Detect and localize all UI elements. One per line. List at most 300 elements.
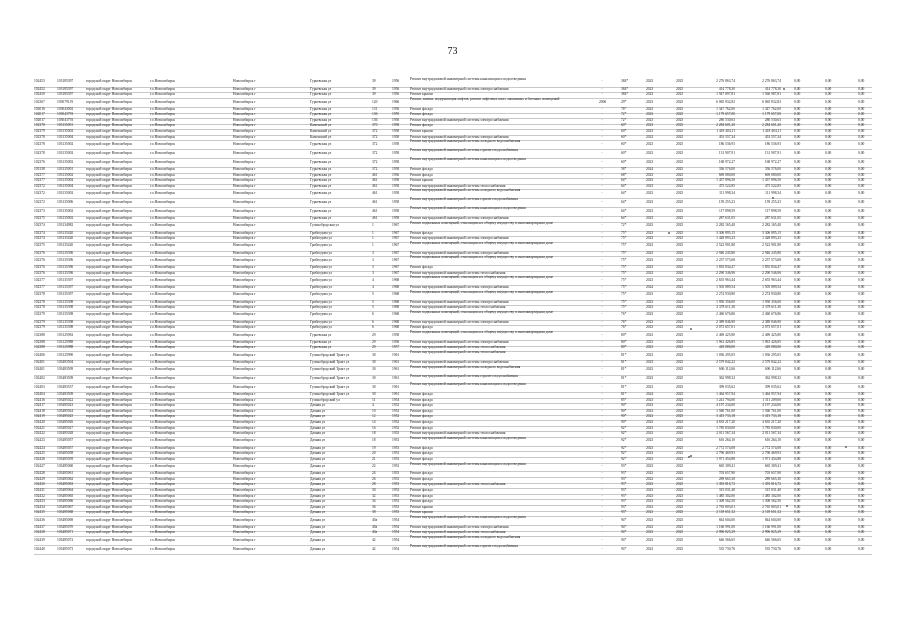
budget-b: 0,00 bbox=[825, 471, 832, 476]
city-name: г.о.Новосибирск bbox=[150, 305, 176, 310]
area-value: 93* bbox=[621, 482, 627, 487]
house-number: 24 bbox=[372, 471, 376, 476]
district-name: городской округ Новосибирск bbox=[86, 86, 133, 91]
budget-b: 0,00 bbox=[825, 482, 832, 487]
build-year: 1954 bbox=[392, 537, 400, 542]
build-year: 1968 bbox=[392, 305, 400, 310]
house-code: 103135420 bbox=[57, 230, 74, 235]
settlement-name: Новосибирск г bbox=[233, 367, 256, 372]
total-cost: 117 898,59 bbox=[718, 208, 735, 213]
street-name: Дачная ул bbox=[310, 464, 326, 469]
total-cost: 2 389 846,90 bbox=[716, 319, 735, 324]
street-name: Грибоедова ул bbox=[310, 305, 332, 310]
fund-cost: 1 308 562,50 bbox=[762, 499, 781, 504]
settlement-name: Новосибирск г bbox=[233, 79, 256, 84]
street-name: Гурьевская ул bbox=[310, 339, 332, 344]
budget-b: 0,00 bbox=[825, 223, 832, 228]
area-value: 94* bbox=[621, 537, 627, 542]
total-cost: 1 785 830,00 bbox=[716, 425, 735, 430]
end-year: 2025 bbox=[676, 86, 684, 91]
budget-c: 0,00 bbox=[858, 265, 865, 270]
area-value: 80* bbox=[621, 345, 627, 350]
budget-a: 0,00 bbox=[794, 123, 801, 128]
budget-b: 0,00 bbox=[825, 299, 832, 304]
street-name: Грибоедова ул bbox=[310, 292, 332, 297]
start-year: 2023 bbox=[646, 117, 654, 122]
house-code: 103135002 bbox=[57, 190, 74, 195]
fund-cost: 2 276 863,74 bbox=[762, 79, 781, 84]
end-year: 2025 bbox=[676, 305, 684, 310]
street-name: Грибоедова ул bbox=[310, 270, 332, 275]
budget-b: 0,00 bbox=[825, 312, 832, 317]
area-value: 81* bbox=[621, 367, 627, 372]
start-year: 2023 bbox=[646, 517, 654, 522]
city-name: г.о.Новосибирск bbox=[150, 172, 176, 177]
street-name: Дачная ул bbox=[310, 456, 326, 461]
start-year: 2023 bbox=[646, 150, 654, 155]
start-year: 2023 bbox=[646, 456, 654, 461]
budget-c: 0,00 bbox=[858, 546, 865, 551]
row-id: 102437 bbox=[34, 524, 45, 529]
street-name: Гусинобродский Тракт ул bbox=[310, 367, 350, 372]
total-cost: 2 522 901,80 bbox=[716, 243, 735, 248]
lift-year: - bbox=[601, 230, 603, 235]
house-code: 103135396 bbox=[57, 257, 74, 262]
budget-c: 0,00 bbox=[858, 352, 865, 357]
district-name: городской округ Новосибирск bbox=[86, 420, 133, 424]
total-cost: 2 579 842,22 bbox=[716, 359, 735, 364]
build-year: 1958 bbox=[392, 332, 400, 337]
fund-cost: 665 309,41 bbox=[764, 464, 781, 469]
start-year: 2023 bbox=[646, 339, 654, 344]
city-name: г.о.Новосибирск bbox=[150, 79, 176, 84]
area-value: 75* bbox=[621, 243, 627, 248]
lift-year: 2006 bbox=[599, 99, 607, 104]
street-name: Каменский ул bbox=[310, 134, 332, 139]
page-number: 73 bbox=[447, 46, 458, 57]
budget-a: 0,00 bbox=[794, 99, 801, 104]
work-type: Ремонт подвальных помещений, относящихся к общему имуществу в многоквартирном доме bbox=[410, 309, 554, 314]
house-code: 103485061 bbox=[57, 471, 74, 476]
start-year: 2023 bbox=[646, 299, 654, 304]
house-number: 6 bbox=[372, 325, 374, 330]
end-year: 2025 bbox=[676, 332, 684, 337]
row-id: 102378 bbox=[34, 134, 45, 139]
row-id: 102017 bbox=[34, 112, 45, 117]
city-name: г.о.Новосибирск bbox=[150, 285, 176, 290]
budget-b: 0,00 bbox=[825, 216, 832, 220]
budget-b: 0,00 bbox=[825, 499, 832, 504]
build-year: 1953 bbox=[392, 471, 400, 476]
street-name: Гурьевская ул bbox=[310, 150, 332, 155]
budget-c: 0,00 bbox=[858, 445, 865, 450]
end-year: 2025 bbox=[676, 438, 684, 443]
house-number: 32 bbox=[372, 493, 376, 498]
budget-c: 0,00 bbox=[858, 208, 865, 213]
settlement-name: Новосибирск г bbox=[233, 504, 256, 509]
budget-b: 0,00 bbox=[825, 476, 832, 481]
lift-year: - bbox=[601, 425, 603, 430]
total-cost: 535 730,76 bbox=[718, 546, 735, 551]
build-year: 1956 bbox=[392, 86, 400, 91]
fund-cost: 1 179 657,00 bbox=[762, 112, 781, 117]
end-year: 2025 bbox=[676, 183, 684, 188]
city-name: г.о.Новосибирск bbox=[150, 199, 176, 204]
total-cost: 1 347 762,00 bbox=[716, 106, 735, 111]
house-code: 103485068 bbox=[57, 510, 74, 515]
city-name: г.о.Новосибирск bbox=[150, 159, 176, 164]
street-name: Гурьевская ул bbox=[310, 183, 332, 188]
house-number: 40а bbox=[372, 517, 378, 522]
area-value: 384* bbox=[621, 79, 629, 84]
area-value: 75* bbox=[621, 305, 627, 310]
total-cost: 186 536,93 bbox=[718, 141, 735, 146]
house-number: 39 bbox=[372, 79, 376, 84]
district-name: городской округ Новосибирск bbox=[86, 456, 133, 461]
row-id: 102401 bbox=[34, 367, 45, 372]
budget-a: 0,00 bbox=[794, 319, 801, 324]
work-type: Ремонт внутридомовой инженерной системы электроснабжения bbox=[410, 285, 509, 290]
total-cost: 703 657,90 bbox=[718, 471, 735, 476]
house-code: 103135002 bbox=[57, 150, 74, 155]
street-name: Гурьевская ул bbox=[310, 141, 332, 146]
end-year: 2025 bbox=[676, 499, 684, 504]
lift-year: - bbox=[601, 456, 603, 461]
build-year: 1961 bbox=[392, 392, 400, 397]
house-code: 103485064 bbox=[57, 488, 74, 492]
start-year: 2024 bbox=[646, 392, 654, 397]
total-cost: 2 796 469,93 bbox=[716, 451, 735, 456]
row-id: 102372 bbox=[34, 199, 45, 204]
fund-cost: 535 730,76 bbox=[764, 546, 781, 551]
work-type: Ремонт крыши bbox=[410, 129, 433, 134]
house-code: 103485071 bbox=[57, 530, 74, 535]
city-name: г.о.Новосибирск bbox=[150, 471, 176, 476]
build-year: 1953 bbox=[392, 504, 400, 509]
district-name: городской округ Новосибирск bbox=[86, 397, 133, 402]
district-name: городской округ Новосибирск bbox=[86, 129, 133, 134]
district-name: городской округ Новосибирск bbox=[86, 134, 133, 139]
work-type: Ремонт внутридомовой инженерной системы теплоснабжения bbox=[410, 530, 506, 535]
budget-a: 0,00 bbox=[794, 112, 801, 117]
total-cost: 4 197 234,00 bbox=[716, 403, 735, 408]
street-name: Гусинобродский Тракт ул bbox=[310, 359, 350, 364]
budget-b: 0,00 bbox=[825, 178, 832, 183]
district-name: городской округ Новосибирск bbox=[86, 159, 133, 164]
fund-cost: 1 505 889,54 bbox=[762, 285, 781, 290]
house-code: 103485024 bbox=[57, 408, 74, 413]
area-value: 93* bbox=[621, 488, 627, 492]
lift-year: - bbox=[601, 367, 603, 372]
work-type: Ремонт внутридомовой инженерной системы теплоснабжения bbox=[410, 183, 506, 188]
budget-a: 0,00 bbox=[794, 292, 801, 297]
district-name: городской округ Новосибирск bbox=[86, 359, 133, 364]
settlement-name: Новосибирск г bbox=[233, 129, 256, 134]
lift-year: - bbox=[601, 375, 603, 380]
settlement-name: Новосибирск г bbox=[233, 277, 256, 282]
house-number: 42 bbox=[372, 546, 376, 551]
lift-year: - bbox=[601, 123, 603, 128]
total-cost: 418 080,00 bbox=[718, 345, 735, 350]
start-year: 2023 bbox=[646, 524, 654, 529]
city-name: г.о.Новосибирск bbox=[150, 123, 176, 128]
settlement-name: Новосибирск г bbox=[233, 312, 256, 317]
row-id: 102433 bbox=[34, 499, 45, 504]
budget-c: 0,00 bbox=[858, 257, 865, 262]
end-year: 2025 bbox=[676, 392, 684, 397]
city-name: г.о.Новосибирск bbox=[150, 332, 176, 337]
house-code: 103485022 bbox=[57, 397, 74, 402]
start-year: 2023 bbox=[646, 319, 654, 324]
budget-b: 0,00 bbox=[825, 208, 832, 213]
budget-a: 0,00 bbox=[794, 312, 801, 317]
work-type: Ремонт внутридомовой инженерной системы электроснабжения bbox=[410, 86, 509, 91]
build-year: 1958 bbox=[392, 190, 400, 195]
house-number: 136 bbox=[372, 117, 378, 122]
fund-cost: 2 996 825,29 bbox=[762, 530, 781, 535]
build-year: 1967 bbox=[392, 257, 400, 262]
district-name: городской округ Новосибирск bbox=[86, 339, 133, 344]
fund-cost: 362 998,32 bbox=[764, 375, 781, 380]
fund-cost: 186 536,93 bbox=[764, 141, 781, 146]
end-year: 2025 bbox=[676, 325, 684, 330]
budget-c: 0,00 bbox=[858, 319, 865, 324]
budget-c: 0,00 bbox=[858, 414, 865, 419]
settlement-name: Новосибирск г bbox=[233, 172, 256, 177]
budget-b: 0,00 bbox=[825, 319, 832, 324]
city-name: г.о.Новосибирск bbox=[150, 292, 176, 297]
house-number: 3 bbox=[372, 250, 374, 255]
start-year: 2023 bbox=[646, 190, 654, 195]
total-cost: 2 282 165,40 bbox=[716, 223, 735, 228]
lift-year: - bbox=[601, 546, 603, 551]
work-type: Ремонт фасада bbox=[410, 230, 433, 235]
budget-b: 0,00 bbox=[825, 92, 832, 97]
fund-cost: 669 080,00 bbox=[764, 172, 781, 177]
fund-cost: 703 657,90 bbox=[764, 471, 781, 476]
district-name: городской округ Новосибирск bbox=[86, 216, 133, 220]
build-year: 1967 bbox=[392, 243, 400, 248]
house-code: 103485060 bbox=[57, 464, 74, 469]
end-year: 2025 bbox=[676, 375, 684, 380]
settlement-name: Новосибирск г bbox=[233, 325, 256, 330]
house-number: 461 bbox=[372, 183, 378, 188]
work-type: Ремонт подвальных помещений, относящихся к общему имуществу в многоквартирном доме bbox=[410, 220, 554, 225]
lift-year: - bbox=[601, 488, 603, 492]
fund-cost: 159 255,23 bbox=[764, 199, 781, 204]
house-code: 103043793 bbox=[57, 117, 74, 122]
budget-a: 0,00 bbox=[794, 359, 801, 364]
total-cost: 2 378 611,30 bbox=[716, 305, 735, 310]
fund-cost: 1 036 295,05 bbox=[762, 352, 781, 357]
settlement-name: Новосибирск г bbox=[233, 134, 256, 139]
area-value: 92* bbox=[621, 456, 627, 461]
end-year: 2025 bbox=[676, 403, 684, 408]
row-id: 102450 bbox=[34, 92, 45, 97]
fund-cost: 646 566,65 bbox=[764, 537, 781, 542]
house-number: 16 bbox=[372, 425, 376, 430]
house-number: 3 bbox=[372, 270, 374, 275]
settlement-name: Новосибирск г bbox=[233, 499, 256, 504]
district-name: городской округ Новосибирск bbox=[86, 476, 133, 481]
budget-a: 0,00 bbox=[794, 476, 801, 481]
build-year: 1953 bbox=[392, 510, 400, 515]
build-year: 1953 bbox=[392, 451, 400, 456]
budget-c: 0,00 bbox=[858, 216, 865, 220]
city-name: г.о.Новосибирск bbox=[150, 270, 176, 275]
area-value: 29* bbox=[621, 99, 627, 104]
budget-a: 0,00 bbox=[794, 493, 801, 498]
fund-cost: 844 604,00 bbox=[764, 517, 781, 522]
lift-year: - bbox=[601, 451, 603, 456]
city-name: г.о.Новосибирск bbox=[150, 392, 176, 397]
city-name: г.о.Новосибирск bbox=[150, 397, 176, 402]
build-year: 1953 bbox=[392, 476, 400, 481]
budget-a: 0,00 bbox=[794, 216, 801, 220]
row-id: 102417 bbox=[34, 403, 45, 408]
house-code: 103485072 bbox=[57, 537, 74, 542]
street-name: Гурьевская ул bbox=[310, 216, 332, 220]
budget-c: 0,00 bbox=[858, 106, 865, 111]
district-name: городской округ Новосибирск bbox=[86, 150, 133, 155]
budget-c: 0,00 bbox=[858, 150, 865, 155]
build-year: 1956 bbox=[392, 92, 400, 97]
start-year: 2023 bbox=[646, 352, 654, 357]
scan-mark bbox=[783, 88, 785, 90]
end-year: 2025 bbox=[676, 482, 684, 487]
start-year: 2023 bbox=[646, 482, 654, 487]
fund-cost: 336 576,00 bbox=[764, 166, 781, 171]
work-type: Ремонт внутридомовой инженерной системы теплоснабжения bbox=[410, 431, 506, 436]
street-name: Грибоедова ул bbox=[310, 285, 332, 290]
city-name: г.о.Новосибирск bbox=[150, 230, 176, 235]
area-value: 81* bbox=[621, 352, 627, 357]
budget-c: 0,00 bbox=[858, 159, 865, 164]
house-code: 103135002 bbox=[57, 208, 74, 213]
end-year: 2025 bbox=[676, 414, 684, 419]
settlement-name: Новосибирск г bbox=[233, 537, 256, 542]
row-id: 102378 bbox=[34, 299, 45, 304]
fund-cost: 3 306 895,15 bbox=[762, 230, 781, 235]
budget-a: 0,00 bbox=[794, 150, 801, 155]
city-name: г.о.Новосибирск bbox=[150, 464, 176, 469]
lift-year: - bbox=[601, 431, 603, 436]
house-code: 103134982 bbox=[57, 223, 74, 228]
city-name: г.о.Новосибирск bbox=[150, 265, 176, 270]
work-type: Ремонт фасада bbox=[410, 166, 433, 171]
city-name: г.о.Новосибирск bbox=[150, 431, 176, 436]
budget-b: 0,00 bbox=[825, 86, 832, 91]
total-cost: 1 241 794,00 bbox=[716, 397, 735, 402]
city-name: г.о.Новосибирск bbox=[150, 277, 176, 282]
area-value: 94* bbox=[621, 517, 627, 522]
fund-cost: 168 972,27 bbox=[764, 159, 781, 164]
district-name: городской округ Новосибирск bbox=[86, 546, 133, 551]
work-type: Ремонт внутридомовой инженерной системы канализации и водоотведения bbox=[410, 515, 526, 520]
end-year: 2025 bbox=[676, 464, 684, 469]
lift-year: - bbox=[601, 471, 603, 476]
end-year: 2025 bbox=[676, 285, 684, 290]
budget-a: 0,00 bbox=[794, 285, 801, 290]
row-id: 102374 bbox=[34, 230, 45, 235]
work-type: Ремонт внутридомовой инженерной системы горячего водоснабжения bbox=[410, 197, 518, 202]
build-year: 1966 bbox=[392, 99, 400, 104]
fund-cost: 1 347 762,00 bbox=[762, 106, 781, 111]
budget-b: 0,00 bbox=[825, 451, 832, 456]
end-year: 2025 bbox=[676, 471, 684, 476]
budget-a: 0,00 bbox=[794, 117, 801, 122]
city-name: г.о.Новосибирск bbox=[150, 134, 176, 139]
row-id: 102403 bbox=[34, 384, 45, 389]
street-name: Дачная ул bbox=[310, 425, 326, 430]
row-id: 102420 bbox=[34, 420, 45, 424]
build-year: 1953 bbox=[392, 488, 400, 492]
budget-a: 0,00 bbox=[794, 510, 801, 515]
street-name: Гурьевская ул bbox=[310, 208, 332, 213]
city-name: г.о.Новосибирск bbox=[150, 223, 176, 228]
start-year: 2023 bbox=[646, 420, 654, 424]
house-number: 30 bbox=[372, 392, 376, 397]
budget-a: 0,00 bbox=[794, 134, 801, 139]
street-name: Гурьевская ул bbox=[310, 106, 332, 111]
settlement-name: Новосибирск г bbox=[233, 414, 256, 419]
budget-c: 0,00 bbox=[858, 482, 865, 487]
build-year: 1954 bbox=[392, 546, 400, 551]
fund-cost: 2 290 546,96 bbox=[762, 270, 781, 275]
row-id: 102388 bbox=[34, 345, 45, 350]
area-value: 75* bbox=[621, 250, 627, 255]
build-year: 1958 bbox=[392, 199, 400, 204]
scan-mark bbox=[688, 456, 690, 458]
work-type: Ремонт фасада bbox=[410, 471, 433, 476]
build-year: 1953 bbox=[392, 438, 400, 443]
house-code: 103485067 bbox=[57, 504, 74, 509]
work-type: Ремонт крыши bbox=[410, 92, 433, 97]
work-type: Ремонт внутридомовой инженерной системы теплоснабжения bbox=[410, 345, 506, 350]
budget-a: 0,00 bbox=[794, 482, 801, 487]
house-number: 6 bbox=[372, 312, 374, 317]
build-year: 1968 bbox=[392, 285, 400, 290]
street-name: Гусинобродский ул bbox=[310, 397, 340, 402]
street-name: Дачная ул bbox=[310, 403, 326, 408]
budget-b: 0,00 bbox=[825, 375, 832, 380]
budget-a: 0,00 bbox=[794, 106, 801, 111]
budget-a: 0,00 bbox=[794, 451, 801, 456]
district-name: городской округ Новосибирск bbox=[86, 352, 133, 357]
house-number: 29 bbox=[372, 339, 376, 344]
budget-b: 0,00 bbox=[825, 141, 832, 146]
settlement-name: Новосибирск г bbox=[233, 257, 256, 262]
budget-b: 0,00 bbox=[825, 420, 832, 424]
budget-a: 0,00 bbox=[794, 178, 801, 183]
street-name: Гусинобродская ул bbox=[310, 223, 339, 228]
scan-mark bbox=[690, 328, 692, 330]
budget-a: 0,00 bbox=[794, 339, 801, 344]
settlement-name: Новосибирск г bbox=[233, 546, 256, 551]
build-year: 1953 bbox=[392, 445, 400, 450]
work-type: Ремонт внутридомовой инженерной системы электроснабжения bbox=[410, 216, 509, 220]
budget-b: 0,00 bbox=[825, 112, 832, 117]
street-name: Грибоедова ул bbox=[310, 319, 332, 324]
house-code: 103135002 bbox=[57, 141, 74, 146]
work-type: Ремонт внутридомовой инженерной системы электроснабжения bbox=[410, 359, 509, 364]
end-year: 2025 bbox=[676, 236, 684, 241]
budget-b: 0,00 bbox=[825, 123, 832, 128]
end-year: 2025 bbox=[676, 79, 684, 84]
start-year: 2023 bbox=[646, 504, 654, 509]
budget-c: 0,00 bbox=[858, 537, 865, 542]
house-number: 12 bbox=[372, 414, 376, 419]
